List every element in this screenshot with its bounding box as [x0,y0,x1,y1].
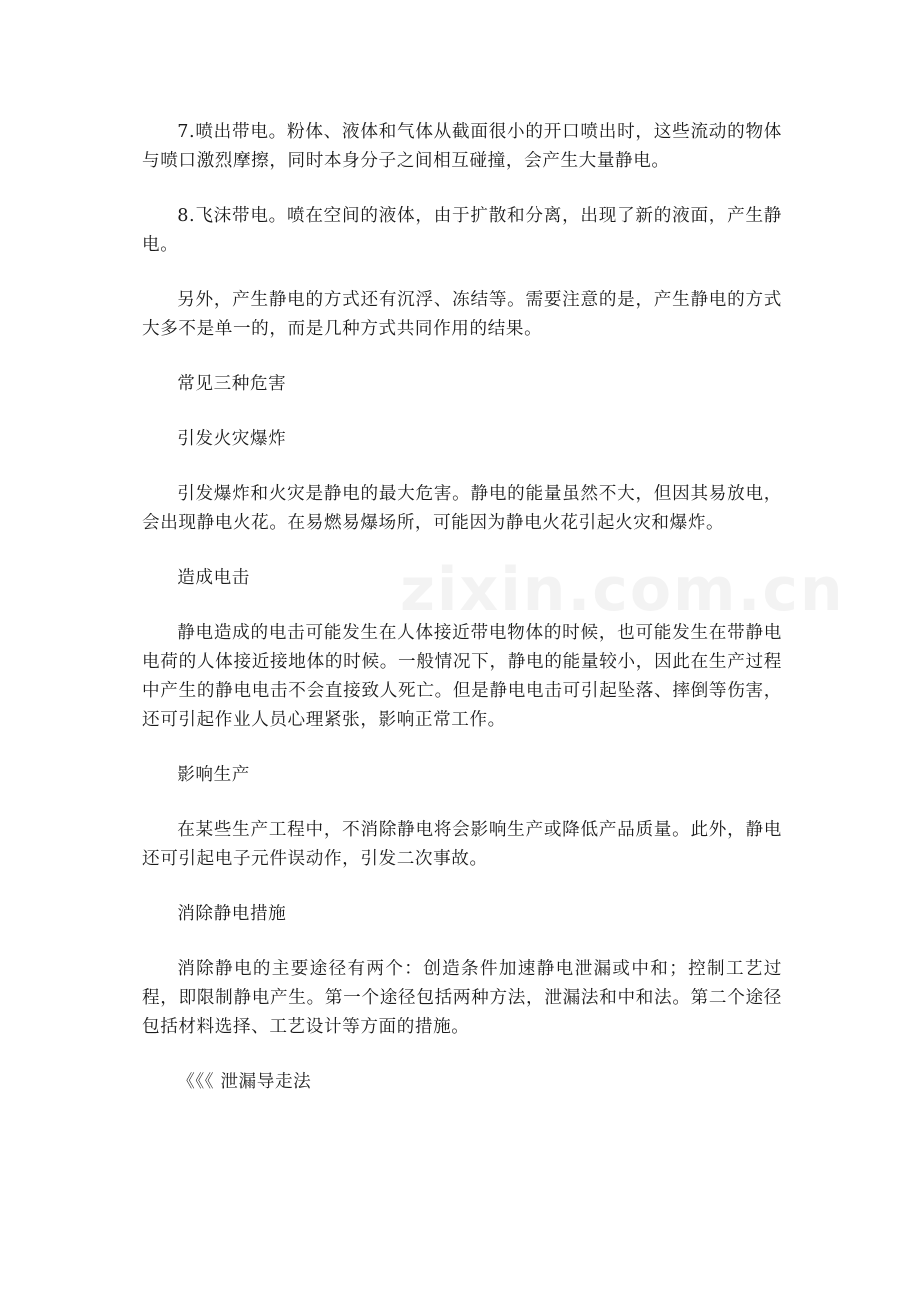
paragraph-electric-shock: 静电造成的电击可能发生在人体接近带电物体的时候，也可能发生在带静电电荷的人体接近接地体的时候。一般情况下，静电的能量较小，因此在生产过程中产生的静电电击不会直接致人死亡。但是静电电击可引起坠落、摔倒等伤害，还可引起作业人员心理紧张，影响正常工作。 [142,623,782,730]
watermark-text: zixin.com.cn [400,555,845,625]
paragraph-affect-production: 在某些生产工程中，不消除静电将会影响生产或降低产品质量。此外，静电还可引起电子元件误动作，引发二次事故。 [142,820,782,869]
paragraph-droplet-charging: 8.飞沫带电。喷在空间的液体，由于扩散和分离，出现了新的液面，产生静电。 [142,206,782,255]
paragraph-spray-charging: 7.喷出带电。粉体、液体和气体从截面很小的开口喷出时，这些流动的物体与喷口激烈摩擦，同时本身分子之间相互碰撞，会产生大量静电。 [142,122,782,171]
paragraph-elimination-measures: 消除静电的主要途径有两个：创造条件加速静电泄漏或中和；控制工艺过程，即限制静电产生。第一个途径包括两种方法，泄漏法和中和法。第二个途径包括材料选择、工艺设计等方面的措施。 [142,959,782,1037]
paragraph-other-methods: 另外，产生静电的方式还有沉浮、冻结等。需要注意的是，产生静电的方式大多不是单一的，而是几种方式共同作用的结果。 [142,290,782,339]
paragraph-fire-explosion: 引发爆炸和火灾是静电的最大危害。静电的能量虽然不大，但因其易放电，会出现静电火花。在易燃易爆场所，可能因为静电火花引起火灾和爆炸。 [142,484,782,533]
heading-fire-explosion: 引发火灾爆炸 [177,429,287,449]
document-body [142,118,782,1097]
heading-electric-shock: 造成电击 [177,568,250,588]
heading-leakage-method: 《《《 泄漏导走法 [177,1072,312,1092]
heading-affect-production: 影响生产 [177,765,250,785]
heading-three-hazards: 常见三种危害 [177,374,287,394]
heading-elimination-measures: 消除静电措施 [177,904,287,924]
